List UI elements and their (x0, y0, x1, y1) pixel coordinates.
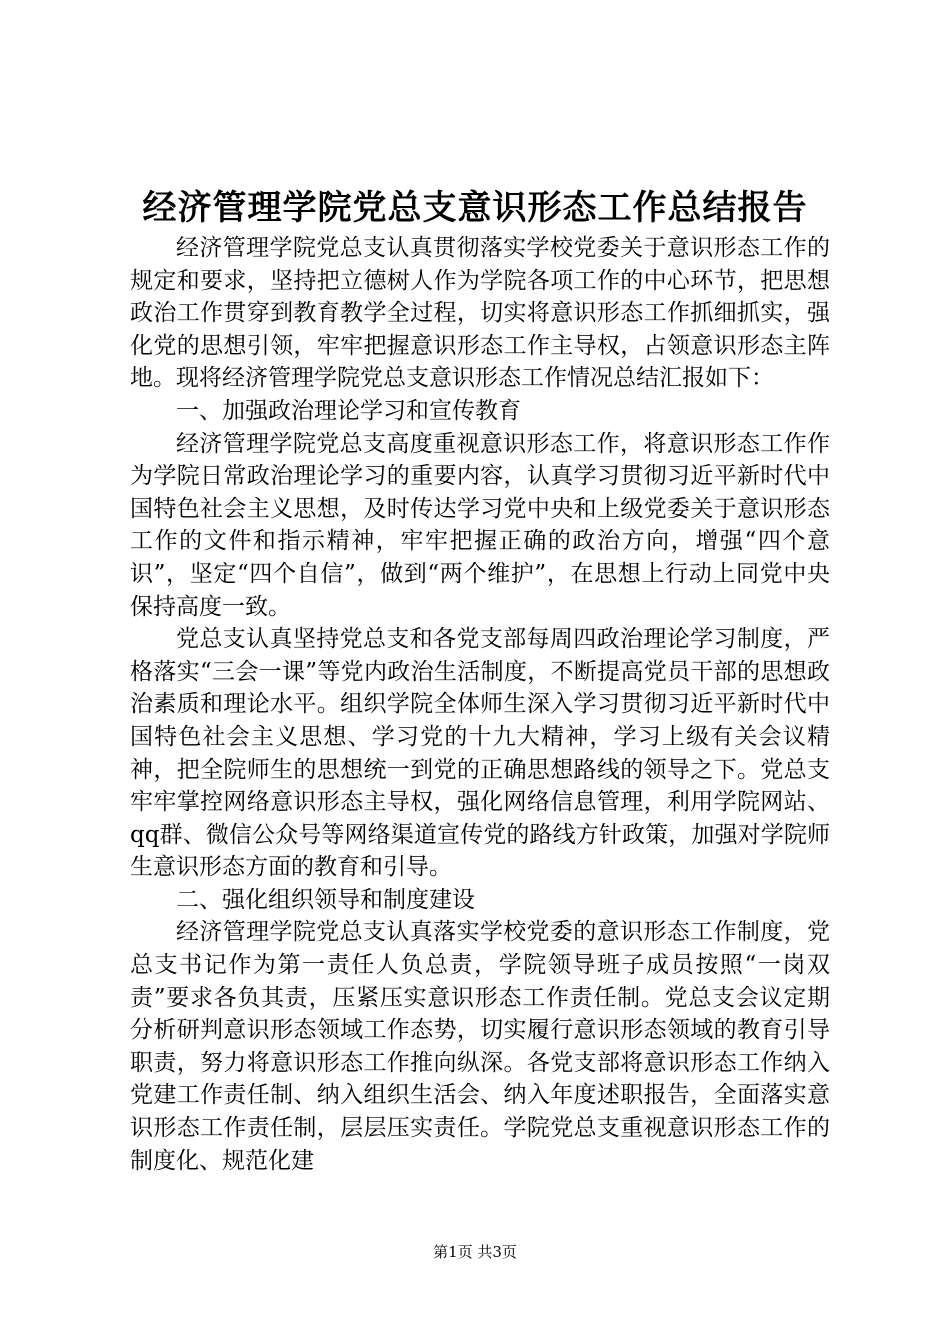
section-1-paragraph-1: 经济管理学院党总支高度重视意识形态工作，将意识形态工作作为学院日常政治理论学习的重要内容，认真学习贯彻习近平新时代中国特色社会主义思想，及时传达学习党中央和上级党委关于意识形态工作的文件和指示精神，牢牢把握正确的政治方向，增强“四个意识”，坚定“四个自信”，做到“两个维护”，在思想上行动上同党中央保持高度一致。 (130, 430, 830, 620)
intro-paragraph: 经济管理学院党总支认真贯彻落实学校党委关于意识形态工作的规定和要求，坚持把立德树人作为学院各项工作的中心环节，把思想政治工作贯穿到教育教学全过程，切实将意识形态工作抓细抓实，强化党的思想引领，牢牢把握意识形态工作主导权，占领意识形态主阵地。现将经济管理学院党总支意识形态工作情况总结汇报如下： (130, 235, 830, 392)
section-1-paragraph-2: 党总支认真坚持党总支和各党支部每周四政治理论学习制度，严格落实“三会一课”等党内政治生活制度，不断提高党员干部的思想政治素质和理论水平。组织学院全体师生深入学习贯彻习近平新时代中国特色社会主义思想、学习党的十九大精神，学习上级有关会议精神，把全院师生的思想统一到党的正确思想路线的领导之下。党总支牢牢掌控网络意识形态主导权，强化网络信息管理，利用学院网站、qq群、微信公众号等网络渠道宣传党的路线方针政策，加强对学院师生意识形态方面的教育和引导。 (130, 626, 830, 881)
section-2-paragraph-1: 经济管理学院党总支认真落实学校党委的意识形态工作制度，党总支书记作为第一责任人负总责，学院领导班子成员按照“一岗双责”要求各负其责，压紧压实意识形态工作责任制。党总支会议定期分析研判意识形态领域工作态势，切实履行意识形态领域的教育引导职责，努力将意识形态工作推向纵深。各党支部将意识形态工作纳入党建工作责任制、纳入组织生活会、纳入年度述职报告，全面落实意识形态工作责任制，层层压实责任。学院党总支重视意识形态工作的制度化、规范化建 (130, 919, 830, 1174)
document-body (130, 232, 830, 1177)
section-heading-2: 二、强化组织领导和制度建设 (176, 886, 475, 913)
page-number-footer: 第1页 共3页 (433, 1243, 517, 1261)
section-heading-1: 一、加强政治理论学习和宣传教育 (176, 397, 521, 424)
document-title: 经济管理学院党总支意识形态工作总结报告 (142, 188, 808, 228)
